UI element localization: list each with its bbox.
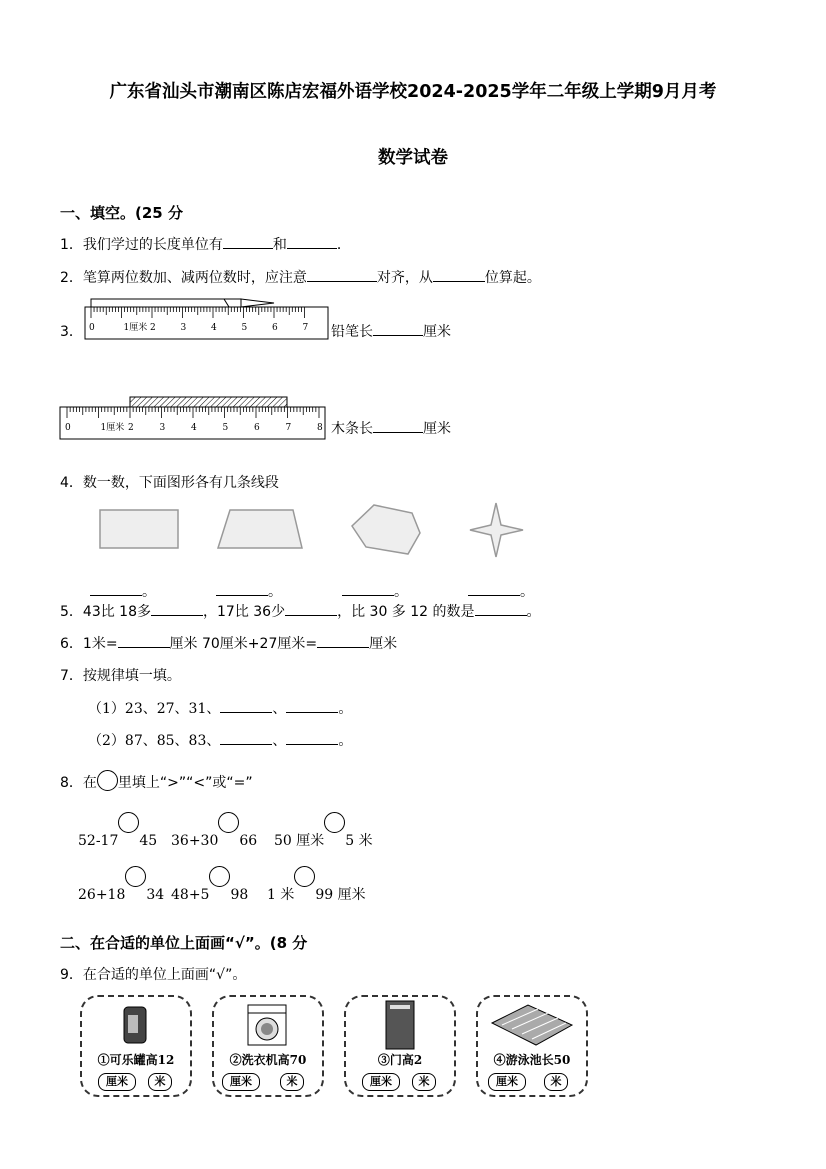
ruler-label: 0 <box>65 423 71 433</box>
answer-blank[interactable] <box>151 603 203 616</box>
question-7-part-2: （2）87、85、83、 、 。 <box>88 733 353 749</box>
ruler-label: 3 <box>159 423 166 433</box>
answer-blank[interactable] <box>317 635 369 648</box>
compare-circle[interactable] <box>118 812 139 833</box>
answer-blank[interactable] <box>118 635 170 648</box>
compare-item: 1 米 99 厘米 <box>267 878 366 904</box>
answer-blank[interactable] <box>286 700 338 713</box>
door-icon <box>382 999 418 1051</box>
swimming-pool-icon <box>488 1001 576 1049</box>
answer-blank[interactable] <box>373 420 423 433</box>
answer-blank[interactable] <box>373 323 423 336</box>
compare-circle[interactable] <box>324 812 345 833</box>
compare-item: 48+5 98 <box>171 878 248 903</box>
shape-answer-2: 。 <box>216 581 282 601</box>
rectangle-shape <box>100 510 178 548</box>
ruler-pencil-figure <box>84 295 332 343</box>
unit-option-cm[interactable]: 厘米 <box>222 1073 260 1091</box>
compare-item: 36+30 66 <box>171 824 257 849</box>
ruler-label: 0 <box>89 323 95 333</box>
unit-option-cm[interactable]: 厘米 <box>362 1073 400 1091</box>
card-caption: ②洗衣机高70 <box>229 1053 307 1067</box>
question-2: 2．笔算两位数加、减两位数时，应注意 对齐，从 位算起。 <box>60 270 541 286</box>
unit-card-door <box>344 995 456 1097</box>
cola-can-icon <box>120 1003 152 1047</box>
card-caption: ④游泳池长50 <box>493 1053 571 1067</box>
unit-card-pool <box>476 995 588 1097</box>
unit-option-cm[interactable]: 厘米 <box>488 1073 526 1091</box>
question-1: 1．我们学过的长度单位有 和 ． <box>60 237 351 253</box>
unit-option-m[interactable]: 米 <box>280 1073 304 1091</box>
compare-circle[interactable] <box>209 866 230 887</box>
ruler-label: 6 <box>254 423 260 433</box>
wood-answer: 木条长 厘米 <box>331 421 451 437</box>
question-7: 7．按规律填一填。 <box>60 668 181 684</box>
pencil-icon <box>91 299 274 307</box>
ruler-label: 5 <box>241 323 248 333</box>
question-9: 9．在合适的单位上面画“√”。 <box>60 967 247 983</box>
question-5: 5．43比 18多 ，17比 36少 ，比 30 多 12 的数是 。 <box>60 604 541 620</box>
ruler-label: 6 <box>272 323 278 333</box>
shape-answer-1: 。 <box>90 581 156 601</box>
question-3-number: 3． <box>60 324 83 340</box>
unit-option-m[interactable]: 米 <box>544 1073 568 1091</box>
washing-machine-icon <box>244 1001 290 1049</box>
hexagon-shape <box>352 505 420 554</box>
answer-blank[interactable] <box>220 732 272 745</box>
pencil-answer: 铅笔长 厘米 <box>331 324 451 340</box>
section-1-heading: 一、填空。(25 分 <box>60 204 183 222</box>
ruler-label: 7 <box>285 423 292 433</box>
compare-circle[interactable] <box>294 866 315 887</box>
compare-circle[interactable] <box>218 812 239 833</box>
compare-item: 26+18 34 <box>78 878 164 903</box>
shapes-figure <box>90 500 540 562</box>
unit-card-cola <box>80 995 192 1097</box>
shape-answer-3: 。 <box>342 581 408 601</box>
star-shape <box>470 503 523 557</box>
card-caption: ①可乐罐高12 <box>97 1053 175 1067</box>
ruler-label: 5 <box>222 423 229 433</box>
answer-blank[interactable] <box>220 700 272 713</box>
compare-item: 52-17 45 <box>78 824 157 849</box>
question-8: 8．在 里填上“>”“<”或“=” <box>60 770 253 792</box>
unit-option-m[interactable]: 米 <box>412 1073 436 1091</box>
shape-answer-4: 。 <box>468 581 534 601</box>
ruler-label: 4 <box>191 423 197 433</box>
ruler-label: 3 <box>180 323 187 333</box>
question-6: 6．1米= 厘米 70厘米+27厘米= 厘米 <box>60 636 398 652</box>
section-2-heading: 二、在合适的单位上面画“√”。(8 分 <box>60 934 308 952</box>
answer-blank[interactable] <box>287 236 337 249</box>
answer-blank[interactable] <box>286 732 338 745</box>
ruler-label: 1厘米 <box>123 323 148 333</box>
unit-option-m[interactable]: 米 <box>148 1073 172 1091</box>
ruler-label: 1厘米 <box>100 423 125 433</box>
compare-item: 50 厘米 5 米 <box>274 824 373 850</box>
circle-icon <box>97 770 118 791</box>
unit-card-washer <box>212 995 324 1097</box>
exam-title: 广东省汕头市潮南区陈店宏福外语学校2024-2025学年二年级上学期9月月考 <box>109 82 717 102</box>
card-caption: ③门高2 <box>377 1053 423 1067</box>
unit-option-cm[interactable]: 厘米 <box>98 1073 136 1091</box>
answer-blank[interactable] <box>307 269 377 282</box>
exam-subtitle: 数学试卷 <box>378 148 448 168</box>
question-7-part-1: （1）23、27、31、 、 。 <box>88 701 353 717</box>
ruler-label: 8 <box>317 423 323 433</box>
answer-blank[interactable] <box>285 603 337 616</box>
question-4: 4．数一数，下面图形各有几条线段 <box>60 475 279 491</box>
answer-blank[interactable] <box>223 236 273 249</box>
answer-blank[interactable] <box>433 269 485 282</box>
wood-strip <box>130 397 287 407</box>
ruler-wood-figure <box>58 395 330 443</box>
ruler-label: 2 <box>150 323 156 333</box>
ruler-label: 7 <box>302 323 309 333</box>
ruler-label: 4 <box>211 323 217 333</box>
answer-blank[interactable] <box>475 603 527 616</box>
trapezoid-shape <box>218 510 302 548</box>
ruler-label: 2 <box>128 423 134 433</box>
compare-circle[interactable] <box>125 866 146 887</box>
